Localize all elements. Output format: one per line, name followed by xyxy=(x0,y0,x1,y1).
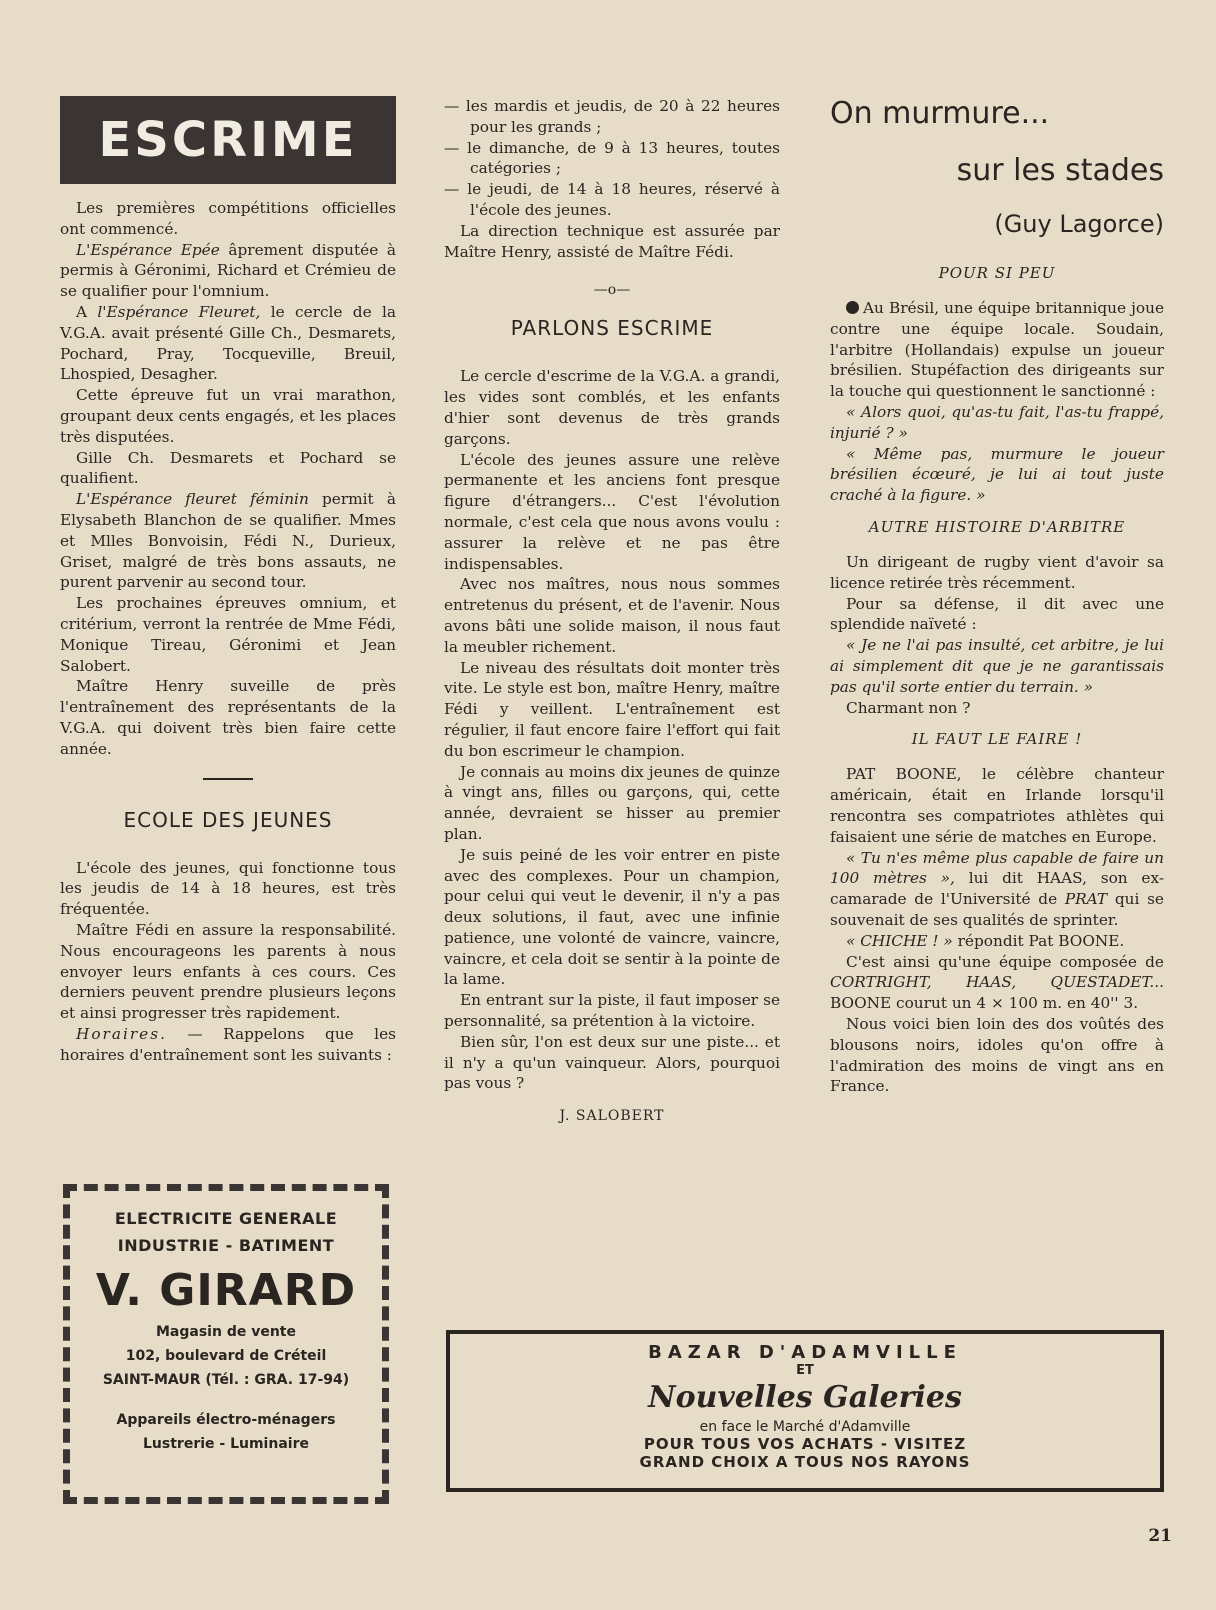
separator: —o— xyxy=(593,282,631,299)
column-parlons-escrime xyxy=(444,96,780,1124)
author: (Guy Lagorce) xyxy=(994,210,1164,238)
ad-line: Lustrerie - Luminaire xyxy=(143,1436,309,1452)
paragraph: Le cercle d'escrime de la V.G.A. a grandi, les vides sont comblés, et les enfants d'hier sont devenus de très grands garçons. xyxy=(444,367,780,448)
paragraph: Le niveau des résultats doit monter très vite. Le style est bon, maître Henry, maître Fédi y veillent. L'entraînement est régulier, il faut encore faire l'effort qui fait du bon escrimeur le champion. xyxy=(444,658,780,760)
paragraph: L'Espérance Epée âprement disputée à permis à Géronimi, Richard et Crémieu de se qualifier pour l'omnium. xyxy=(60,240,396,301)
paragraph: La direction technique est assurée par Maître Henry, assisté de Maître Fédi. xyxy=(444,221,780,261)
ad-address: 102, boulevard de Créteil xyxy=(125,1348,327,1364)
paragraph: Bien sûr, l'on est deux sur une piste... et il n'y a qu'un vainqueur. Alors, pourquoi pas vous ? xyxy=(444,1032,780,1093)
page-number: 21 xyxy=(1148,1526,1172,1546)
epee-label: L'Espérance Epée xyxy=(76,240,220,259)
schedule-item: — le dimanche, de 9 à 13 heures, toutes catégories ; xyxy=(444,138,780,178)
advertisement-girard xyxy=(63,1184,389,1504)
paragraph: Pour sa défense, il dit avec une splendide naïveté : xyxy=(830,594,1164,634)
paragraph: Je connais au moins dix jeunes de quinze à vingt ans, filles ou garçons, qui, cette année, devraient se hisser au premier plan. xyxy=(444,762,780,843)
paragraph: Je suis peiné de les voir entrer en piste avec des complexes. Pour un champion, pour celui qui veut le devenir, il n'y a pas deux solutions, il faut, avec une infinie patience, une volonté de vaincre, vaincre, vaincre, et cela doit se sentir à la pointe de la lame. xyxy=(444,845,780,989)
ad-line: Appareils électro-ménagers xyxy=(116,1412,336,1428)
ad-line: INDUSTRIE - BATIMENT xyxy=(117,1236,335,1255)
section-heading: IL FAUT LE FAIRE ! xyxy=(911,730,1083,749)
ecole-heading: ECOLE DES JEUNES xyxy=(123,807,333,832)
paragraph: Un dirigeant de rugby vient d'avoir sa licence retirée très récemment. xyxy=(830,552,1164,592)
paragraph: Avec nos maîtres, nous nous sommes entretenus du présent, et de l'avenir. Nous avons bâti une solide maison, il nous faut la meubler richement. xyxy=(444,575,780,656)
ad-line: en face le Marché d'Adamville xyxy=(699,1419,911,1435)
ad-city: SAINT-MAUR (Tél. : GRA. 17-94) xyxy=(102,1372,350,1388)
paragraph: Nous voici bien loin des dos voûtés des blousons noirs, idoles qu'on offre à l'admiration des moins de vingt ans en France. xyxy=(830,1014,1164,1096)
horaires-label: Horaires. xyxy=(76,1024,167,1043)
paragraph: « CHICHE ! » répondit Pat BOONE. xyxy=(846,931,1125,950)
ad-line: POUR TOUS VOS ACHATS - VISITEZ xyxy=(643,1435,967,1453)
paragraph: Les prochaines épreuves omnium, et critérium, verront la rentrée de Mme Fédi, Monique Tireau, Géronimi et Jean Salobert. xyxy=(60,594,396,675)
quote: « Même pas, murmure le joueur brésilien écœuré, je lui ai tout juste craché à la figure. » xyxy=(830,444,1164,505)
paragraph: Gille Ch. Desmarets et Pochard se qualifient. xyxy=(60,448,396,488)
section-heading: POUR SI PEU xyxy=(938,264,1056,282)
paragraph: C'est ainsi qu'une équipe composée de CORTRIGHT, HAAS, QUESTADET... BOONE courut un 4 × 100 m. en 40'' 3. xyxy=(830,952,1164,1013)
feminin-label: L'Espérance fleuret féminin xyxy=(76,490,309,509)
quote: « Alors quoi, qu'as-tu fait, l'as-tu frappé, injurié ? » xyxy=(830,402,1164,442)
ad-title: BAZAR D'ADAMVILLE xyxy=(648,1342,962,1363)
paragraph: A l'Espérance Fleuret, le cercle de la V.G.A. avait présenté Gille Ch., Desmarets, Pochard, Pray, Tocqueville, Breuil, Lhospied, Desagher. xyxy=(60,302,396,384)
paragraph: L'école des jeunes, qui fonctionne tous les jeudis de 14 à 18 heures, est très fréquentée. xyxy=(60,858,396,919)
ad-line: Magasin de vente xyxy=(156,1324,296,1340)
ad-line: ET xyxy=(796,1363,814,1378)
ad-company-name: V. GIRARD xyxy=(95,1265,357,1316)
quote: « Je ne l'ai pas insulté, cet arbitre, je lui ai simplement dit que je ne garantissais pas qu'il sorte entier du terrain. » xyxy=(830,636,1164,696)
schedule-item: — le jeudi, de 14 à 18 heures, réservé à l'école des jeunes. xyxy=(444,180,780,219)
paragraph: PAT BOONE, le célèbre chanteur américain, était en Irlande lorsqu'il rencontra ses compatriotes athlètes qui faisaient une série de matches en Europe. xyxy=(830,765,1164,846)
paragraph: En entrant sur la piste, il faut imposer se personnalité, sa prétention à la victoire. xyxy=(444,991,780,1031)
schedule-item: — les mardis et jeudis, de 20 à 22 heures pour les grands ; xyxy=(444,97,780,136)
divider xyxy=(203,778,253,780)
epee-tail: âprement disputée xyxy=(228,240,379,259)
paragraph: Cette épreuve fut un vrai marathon, groupant deux cents engagés, et les places très disputées. xyxy=(60,386,396,446)
paragraph: Charmant non ? xyxy=(846,698,971,717)
ad-store-name: Nouvelles Galeries xyxy=(648,1380,962,1415)
section-heading: AUTRE HISTOIRE D'ARBITRE xyxy=(868,517,1126,536)
paragraph: « Tu n'es même plus capable de faire un 100 mètres », lui dit HAAS, son ex-camarade de l'Université de PRAT qui se souvenait de ses qualités de sprinter. xyxy=(830,848,1164,929)
advertisement-bazar xyxy=(446,1330,1164,1492)
paragraph: Maître Henry suveille de près l'entraînement des représentants de la V.G.A. qui doivent très bien faire cette année. xyxy=(60,677,396,758)
title-line-2: sur les stades xyxy=(956,153,1164,188)
column-on-murmure xyxy=(830,96,1164,1097)
bullet-icon xyxy=(846,301,859,314)
signature: J. SALOBERT xyxy=(559,1108,665,1125)
parlons-heading: PARLONS ESCRIME xyxy=(510,316,714,341)
paragraph: L'école des jeunes assure une relève permanente et les anciens font presque figure d'étrangers... C'est l'évolution normale, c'est cela que nous avons voulu : assurer la relève et ne pas être indispensables. xyxy=(444,450,780,573)
paragraph: Horaires. — Rappelons que les horaires d'entraînement sont les suivants : xyxy=(60,1024,396,1064)
paragraph: L'Espérance fleuret féminin permit à Elysabeth Blanchon de se qualifier. Mmes et Mlles Bonvoisin, Fédi N., Durieux, Griset, malgré de très bons assauts, ne purent parvenir au second tour. xyxy=(60,490,396,592)
escrime-banner: ESCRIME xyxy=(60,96,396,184)
paragraph: Les premières compétitions officielles ont commencé. xyxy=(60,199,396,238)
column-escrime xyxy=(60,96,396,1065)
paragraph: Au Brésil, une équipe britannique joue contre une équipe locale. Soudain, l'arbitre (Hollandais) expulse un joueur brésilien. Stupéfaction des dirigeants sur la touche qui questionnent le sanctionné : xyxy=(830,299,1164,401)
ad-line: GRAND CHOIX A TOUS NOS RAYONS xyxy=(639,1453,971,1471)
title-line-1: On murmure... xyxy=(830,96,1050,131)
fleuret-label: l'Espérance Fleuret, xyxy=(97,302,261,321)
paragraph: Maître Fédi en assure la responsabilité. Nous encourageons les parents à nous envoyer leurs enfants à ces cours. Ces derniers peuvent prendre plusieurs leçons et ainsi progresser très rapidement. xyxy=(60,920,396,1023)
ad-line: ELECTRICITE GENERALE xyxy=(114,1209,338,1228)
